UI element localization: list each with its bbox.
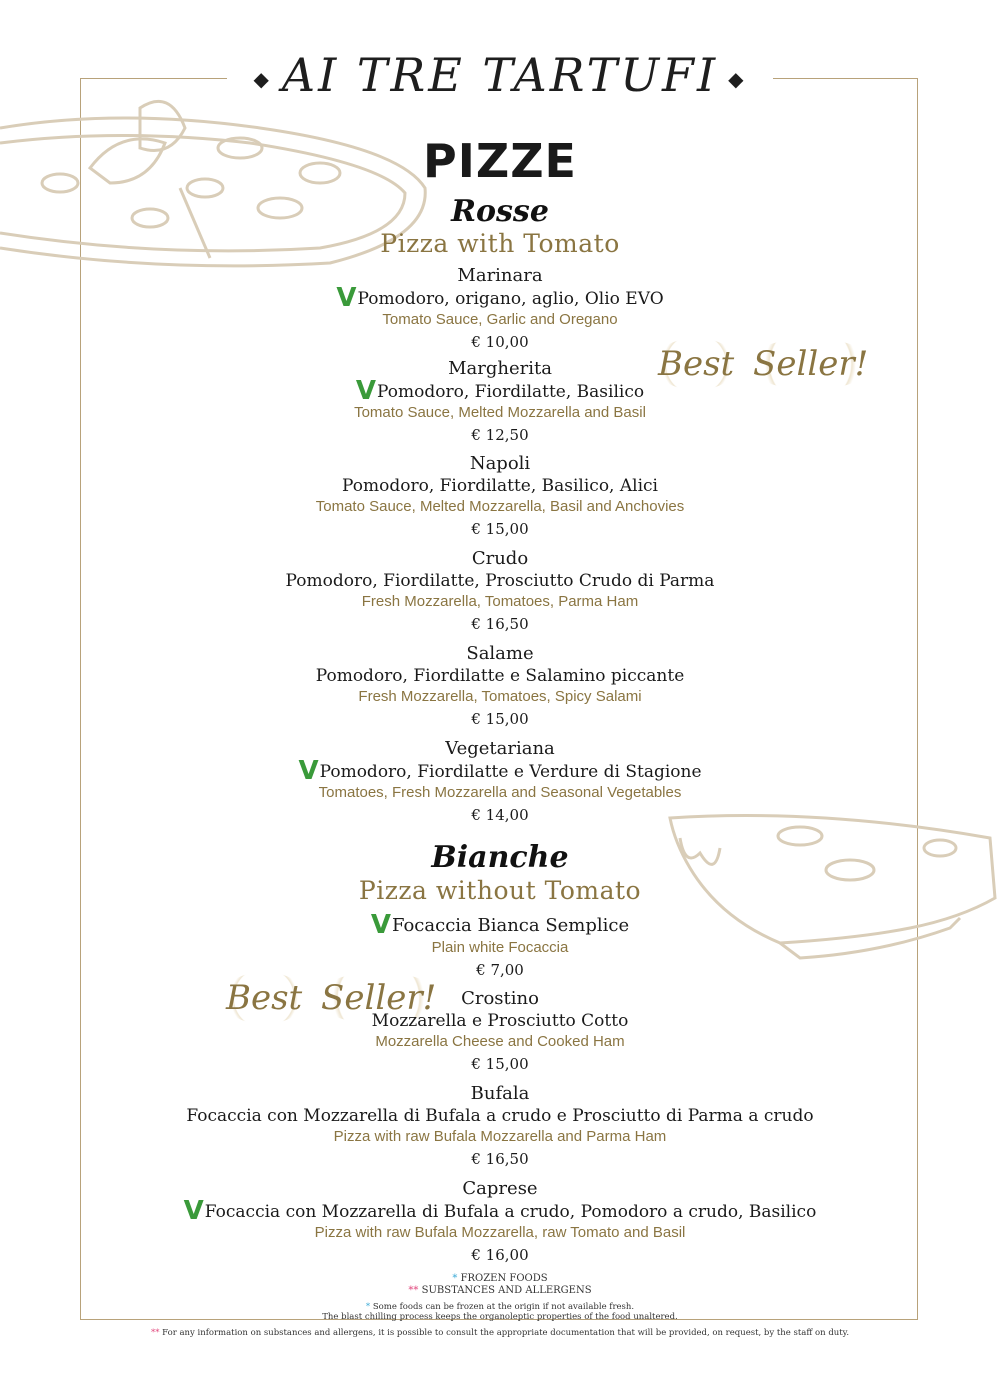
- section-title-rosse: Rosse: [451, 194, 549, 229]
- best-seller-word-1: Best: [654, 338, 738, 390]
- menu-item-salame: [0, 642, 1000, 731]
- item-description-en: Tomatoes, Fresh Mozzarella and Seasonal Vegetables: [318, 784, 682, 801]
- item-price: € 15,00: [471, 520, 529, 538]
- item-price: € 10,00: [471, 333, 529, 351]
- frozen-asterisk: *: [452, 1273, 458, 1284]
- allergens-asterisk: **: [408, 1285, 419, 1296]
- item-description-it: Pomodoro, Fiordilatte, Basilico: [377, 382, 645, 402]
- allergens-legend: ** SUBSTANCES AND ALLERGENS: [408, 1285, 592, 1296]
- best-seller-badge: [654, 338, 872, 390]
- item-price: € 15,00: [471, 1055, 529, 1073]
- menu-item-crudo: [0, 547, 1000, 636]
- vegetarian-icon: V: [355, 376, 377, 406]
- menu-item-caprese: [0, 1177, 1000, 1267]
- restaurant-title: ◆ AI TRE TARTUFI ◆: [227, 40, 772, 114]
- item-name: Crudo: [471, 548, 529, 569]
- item-description-en: Tomato Sauce, Garlic and Oregano: [382, 311, 618, 328]
- item-price: € 16,50: [471, 1150, 529, 1168]
- footer-legend: [0, 1273, 1000, 1297]
- vegetarian-icon: V: [298, 756, 319, 786]
- item-price: € 16,00: [471, 1246, 529, 1264]
- item-name: Bufala: [470, 1083, 530, 1104]
- allergens-note: ** For any information on substances and allergens, it is possible to consult the appropriate documentation that will be provided, on request, by the staff on duty.: [150, 1328, 850, 1338]
- diamond-ornament-icon: ◆: [253, 67, 272, 91]
- item-description-en: Pizza with raw Bufala Mozzarella, raw Tomato and Basil: [314, 1224, 686, 1241]
- item-price: € 16,50: [471, 615, 529, 633]
- menu-item-napoli: [0, 452, 1000, 541]
- item-name: Salame: [466, 643, 534, 664]
- section-subtitle-bianche: Pizza without Tomato: [358, 876, 642, 905]
- item-description-en: Fresh Mozzarella, Tomatoes, Parma Ham: [361, 593, 639, 610]
- item-description-en: Pizza with raw Bufala Mozzarella and Parma Ham: [333, 1128, 667, 1145]
- item-description-it: Pomodoro, origano, aglio, Olio EVO: [357, 289, 664, 309]
- item-description-en: Fresh Mozzarella, Tomatoes, Spicy Salami: [358, 688, 642, 705]
- menu-item-vegetariana: [0, 737, 1000, 827]
- item-description-it: Focaccia con Mozzarella di Bufala a crudo, Pomodoro a crudo, Basilico: [204, 1202, 817, 1222]
- footer-notes: [0, 1302, 1000, 1322]
- item-name: Caprese: [462, 1178, 538, 1199]
- best-seller-word-2: Seller!: [317, 972, 440, 1024]
- vegetarian-icon: V: [336, 283, 357, 313]
- menu-heading: PIZZE: [423, 134, 577, 188]
- item-name: Marinara: [457, 265, 543, 286]
- item-description-it: Pomodoro, Fiordilatte e Verdure di Stagione: [319, 762, 702, 782]
- item-description-it: Pomodoro, Fiordilatte, Basilico, Alici: [342, 476, 658, 496]
- item-description-it: Mozzarella e Prosciutto Cotto: [371, 1011, 629, 1031]
- best-seller-word-1: Best: [222, 972, 306, 1024]
- item-price: € 7,00: [476, 961, 524, 979]
- restaurant-title-bar: [0, 40, 1000, 114]
- item-description-en: Plain white Focaccia: [431, 939, 569, 956]
- menu-item-crostino: [0, 987, 1000, 1076]
- item-description-it: Pomodoro, Fiordilatte e Salamino piccante: [315, 666, 685, 686]
- item-price: € 14,00: [471, 806, 529, 824]
- item-price: € 12,50: [471, 426, 529, 444]
- section-subtitle-rosse: Pizza with Tomato: [380, 229, 620, 258]
- item-description-en: Mozzarella Cheese and Cooked Ham: [375, 1033, 625, 1050]
- blast-chilling-note: The blast chilling process keeps the organoleptic properties of the food unaltered.: [322, 1312, 678, 1322]
- item-description-it: Focaccia Bianca Semplice: [391, 915, 630, 936]
- item-description-it: Pomodoro, Fiordilatte, Prosciutto Crudo di Parma: [285, 571, 715, 591]
- item-name: Vegetariana: [445, 738, 555, 759]
- item-description-it: Focaccia con Mozzarella di Bufala a crudo e Prosciutto di Parma a crudo: [186, 1106, 814, 1126]
- item-name: Crostino: [461, 988, 539, 1009]
- menu-item-bufala: [0, 1082, 1000, 1171]
- frozen-note: * Some foods can be frozen at the origin if not available fresh.: [365, 1302, 635, 1312]
- section-title-bianche: Bianche: [431, 840, 569, 875]
- menu-item-focaccia-bianca: [0, 910, 1000, 982]
- item-name: Napoli: [469, 453, 531, 474]
- frozen-foods-legend: * FROZEN FOODS: [452, 1273, 548, 1284]
- item-description-en: Tomato Sauce, Melted Mozzarella and Basil: [354, 404, 646, 421]
- item-name: Margherita: [448, 358, 552, 379]
- vegetarian-icon: V: [370, 910, 391, 940]
- item-description-en: Tomato Sauce, Melted Mozzarella, Basil and Anchovies: [315, 498, 685, 515]
- best-seller-word-2: Seller!: [749, 338, 872, 390]
- item-price: € 15,00: [471, 710, 529, 728]
- vegetarian-icon: V: [183, 1196, 204, 1226]
- diamond-ornament-icon: ◆: [728, 67, 747, 91]
